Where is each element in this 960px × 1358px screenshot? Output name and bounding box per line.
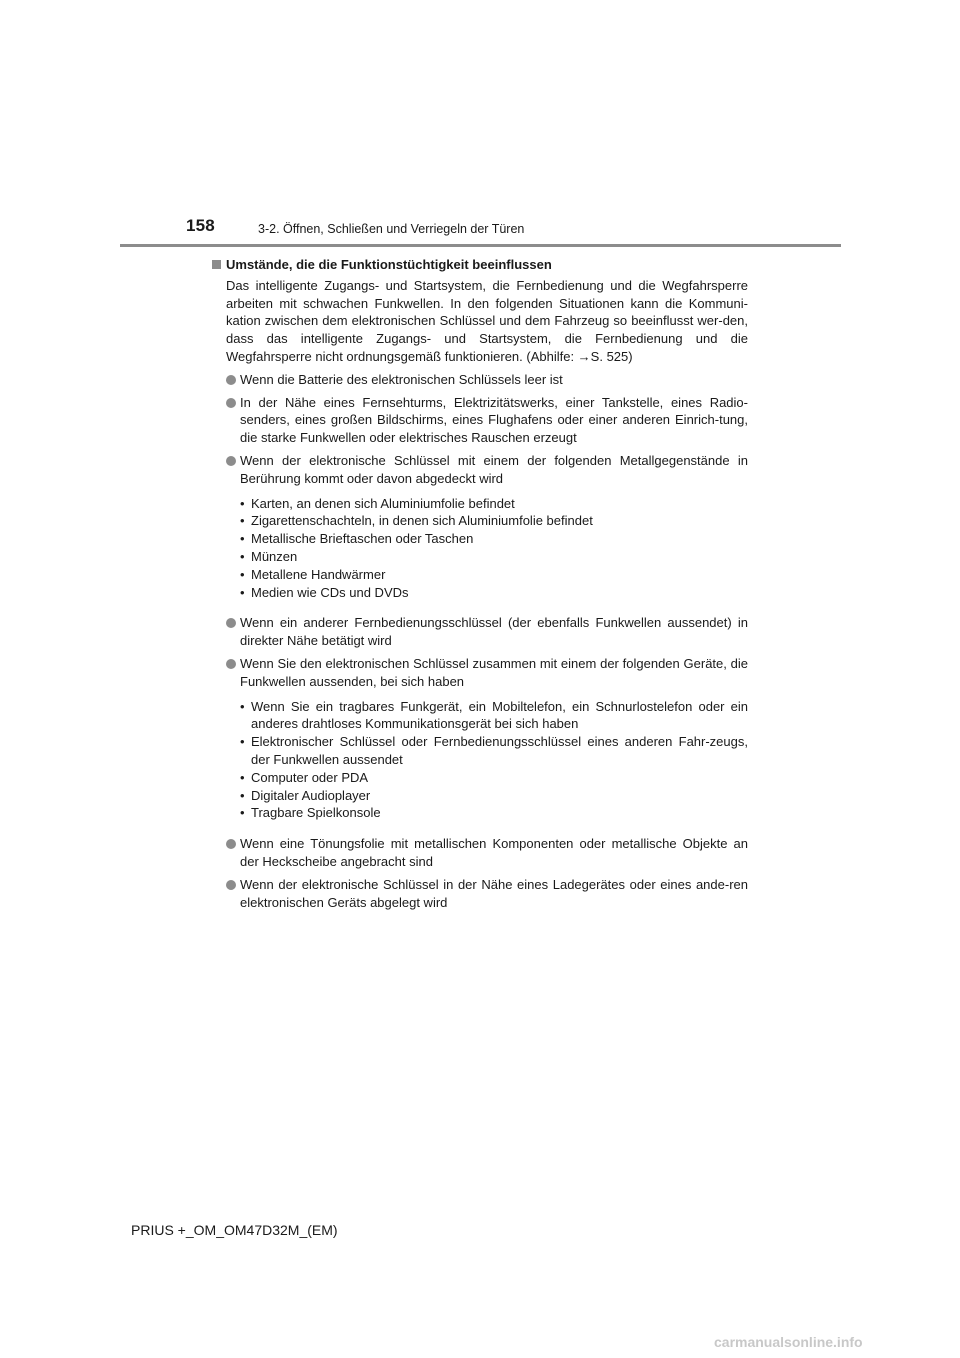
sub-list-item: • Karten, an denen sich Aluminiumfolie befindet (238, 495, 748, 513)
bullet-text: Wenn der elektronische Schlüssel mit einem der folgenden Metallgegenstände in Berührung kommt oder davon abgedeckt wird (240, 452, 748, 486)
bullet-text: In der Nähe eines Fernsehturms, Elektrizitätswerks, einer Tankstelle, eines Radio-senders, eines großen Bildschirms, eines Flughafens oder einer anderen Einrich-tung, die starke Funkwellen oder elektrisches Rauschen erzeugt (240, 394, 748, 446)
sub-list-item: • Münzen (238, 548, 748, 566)
sub-list-item: • Zigarettenschachteln, in denen sich Aluminiumfolie befindet (238, 512, 748, 530)
bullet-dot (226, 659, 236, 669)
sub-list-item: • Metallene Handwärmer (238, 566, 748, 584)
footer-doc-code: PRIUS +_OM_OM47D32M_(EM) (131, 1222, 338, 1238)
page-number: 158 (186, 216, 215, 235)
bullet-item (226, 876, 748, 912)
bullet-text: Wenn ein anderer Fernbedienungsschlüssel (der ebenfalls Funkwellen aussendet) in direkter Nähe betätigt wird (240, 615, 748, 649)
sub-list (238, 495, 748, 602)
bullet-dot (226, 398, 236, 408)
bullet-text: Wenn eine Tönungsfolie mit metallischen Komponenten oder metallische Objekte an der Heckscheibe angebracht sind (240, 836, 748, 869)
section-title: 3-2. Öffnen, Schließen und Verriegeln der Türen (258, 222, 525, 236)
sub-list-item: • Wenn Sie ein tragbares Funkgerät, ein Mobiltelefon, ein Schnurlostelefon oder ein anderes drahtloses Kommunikationsgerät bei sich haben (238, 698, 748, 734)
sub-list-item: • Medien wie CDs und DVDs (238, 584, 748, 602)
intro-paragraph: Das intelligente Zugangs- und Startsystem, die Fernbedienung und die Wegfahrsperre arbeiten mit schwachen Funkwellen. In den folgenden Situationen kann die Kommuni-kation zwischen dem elektronischen Schlüssel und dem Fahrzeug so beeinflusst wer-den, dass das intelligente Zugangs- und Startsystem, die Fernbedienung und die Wegfahrsperre nicht ordnungsgemäß funktionieren. (Abhilfe: →S. 525) (226, 277, 748, 364)
bullet-dot (226, 375, 236, 385)
bullet-dot (226, 880, 236, 890)
sub-list-item: • Metallische Brieftaschen oder Taschen (238, 530, 748, 548)
bullet-text: Wenn Sie den elektronischen Schlüssel zusammen mit einem der folgenden Geräte, die Funkwellen aussenden, bei sich haben (240, 655, 748, 689)
bullet-dot (226, 839, 236, 849)
bullet-item (226, 835, 748, 871)
sub-list-item: • Elektronischer Schlüssel oder Fernbedienungsschlüssel eines anderen Fahr-zeugs, der Funkwellen aussendet (238, 733, 748, 769)
main-content (212, 256, 748, 911)
sub-list-item: • Digitaler Audioplayer (238, 787, 748, 805)
bullet-dot (226, 456, 236, 466)
subheading-text: Umstände, die die Funktionstüchtigkeit beeinflussen (226, 257, 552, 272)
bullet-item (226, 614, 748, 650)
square-marker (212, 260, 221, 269)
sub-list (238, 698, 748, 823)
bullet-item (226, 394, 748, 447)
subheading (212, 256, 748, 274)
header-rule (120, 244, 841, 247)
bullet-item (226, 371, 748, 389)
bullet-item (226, 655, 748, 691)
sub-list-item: • Tragbare Spielkonsole (238, 804, 748, 822)
bullet-text: Wenn der elektronische Schlüssel in der Nähe eines Ladegerätes oder eines ande-ren elektronischen Geräts abgelegt wird (240, 876, 748, 910)
bullet-dot (226, 618, 236, 628)
bullet-text: Wenn die Batterie des elektronischen Schlüssels leer ist (240, 371, 563, 387)
watermark: carmanualsonline.info (714, 1334, 863, 1350)
sub-list-item: • Computer oder PDA (238, 769, 748, 787)
bullet-item (226, 452, 748, 488)
